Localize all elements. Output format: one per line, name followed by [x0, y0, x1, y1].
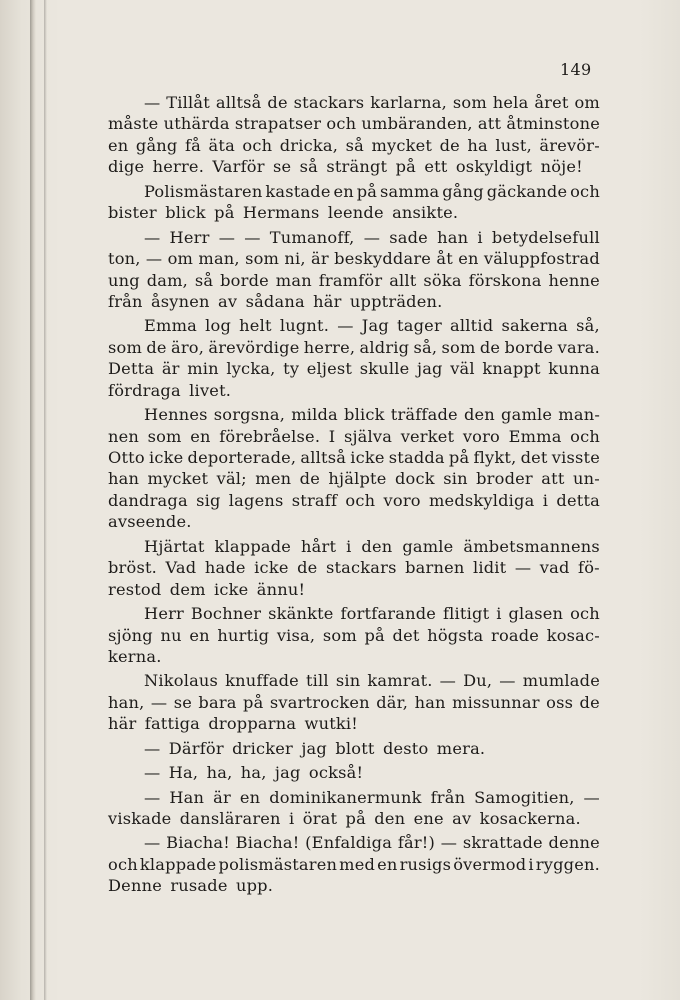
text-line: nen som en förebråelse. I själva verket voro Emma och	[108, 426, 600, 446]
text-line: han, — se bara på svartrocken där, han missunnar oss de	[108, 692, 600, 712]
text-line: Hennes sorgsna, milda blick träffade den gamle man-	[144, 405, 600, 425]
text-line: — Ha, ha, ha, jag också!	[144, 763, 364, 783]
text-line: här fattiga dropparna wutki!	[108, 714, 359, 734]
text-line: dandraga sig lagens straff och voro medskyldiga i detta	[108, 490, 600, 510]
text-line: Emma log helt lugnt. — Jag tager alltid sakerna så,	[144, 316, 600, 336]
text-line: fördraga livet.	[108, 380, 232, 400]
binding-gutter-shadow	[30, 0, 36, 1000]
text-line: — Tillåt alltså de stackars karlarna, som hela året om	[144, 93, 600, 112]
text-line: Detta är min lycka, ty eljest skulle jag väl knappt kunna	[108, 359, 600, 379]
text-line: Nikolaus knuffade till sin kamrat. — Du, — mumlade	[144, 671, 600, 691]
text-line: — Biacha! Biacha! (Enfaldiga får!) — skrattade denne	[144, 833, 600, 853]
text-line: dige herre. Varför se så strängt på ett oskyldigt nöje!	[108, 157, 583, 177]
text-line: — Herr — — Tumanoff, — sade han i betydelsefull	[144, 227, 600, 247]
text-line: — Därför dricker jag blott desto mera.	[144, 738, 486, 758]
body-text	[108, 92, 600, 897]
page-number: 149	[560, 60, 592, 79]
text-line: viskade dansläraren i örat på den ene av kosackerna.	[108, 809, 581, 828]
text-line: restod dem icke ännu!	[108, 579, 306, 599]
binding-gutter-shadow-inner	[44, 0, 47, 1000]
text-line: en gång få äta och dricka, så mycket de ha lust, ärevör-	[108, 135, 600, 155]
text-line: sjöng nu en hurtig visa, som på det högsta roade kosac-	[108, 625, 600, 645]
text-line: ton, — om man, som ni, är beskyddare åt en väluppfostrad	[108, 249, 600, 269]
text-line: avseende.	[108, 512, 192, 532]
text-line: Hjärtat klappade hårt i den gamle ämbetsmannens	[144, 536, 600, 556]
text-line: från åsynen av sådana här uppträden.	[108, 291, 443, 311]
text-line: Polismästaren kastade en på samma gång gäckande och	[144, 181, 600, 201]
text-line: han mycket väl; men de hjälpte dock sin broder att un-	[108, 469, 600, 489]
text-line: — Han är en dominikanermunk från Samogitien, —	[144, 787, 600, 807]
text-line: måste uthärda strapatser och umbäranden, att åtminstone	[108, 114, 600, 134]
text-line: bister blick på Hermans leende ansikte.	[108, 203, 459, 223]
text-line: bröst. Vad hade icke de stackars barnen lidit — vad fö-	[108, 558, 600, 578]
text-line: kerna.	[108, 646, 162, 666]
text-line: Denne rusade upp.	[108, 876, 274, 896]
text-line: ung dam, så borde man framför allt söka förskona henne	[108, 270, 600, 290]
text-line: Herr Bochner skänkte fortfarande flitigt i glasen och	[144, 604, 600, 624]
text-line: och klappade polismästaren med en rusigs övermod i ryggen.	[108, 854, 600, 874]
text-line: Otto icke deporterade, alltså icke stadda på flykt, det visste	[108, 448, 600, 467]
text-line: som de äro, ärevördige herre, aldrig så, som de borde vara.	[108, 337, 600, 357]
